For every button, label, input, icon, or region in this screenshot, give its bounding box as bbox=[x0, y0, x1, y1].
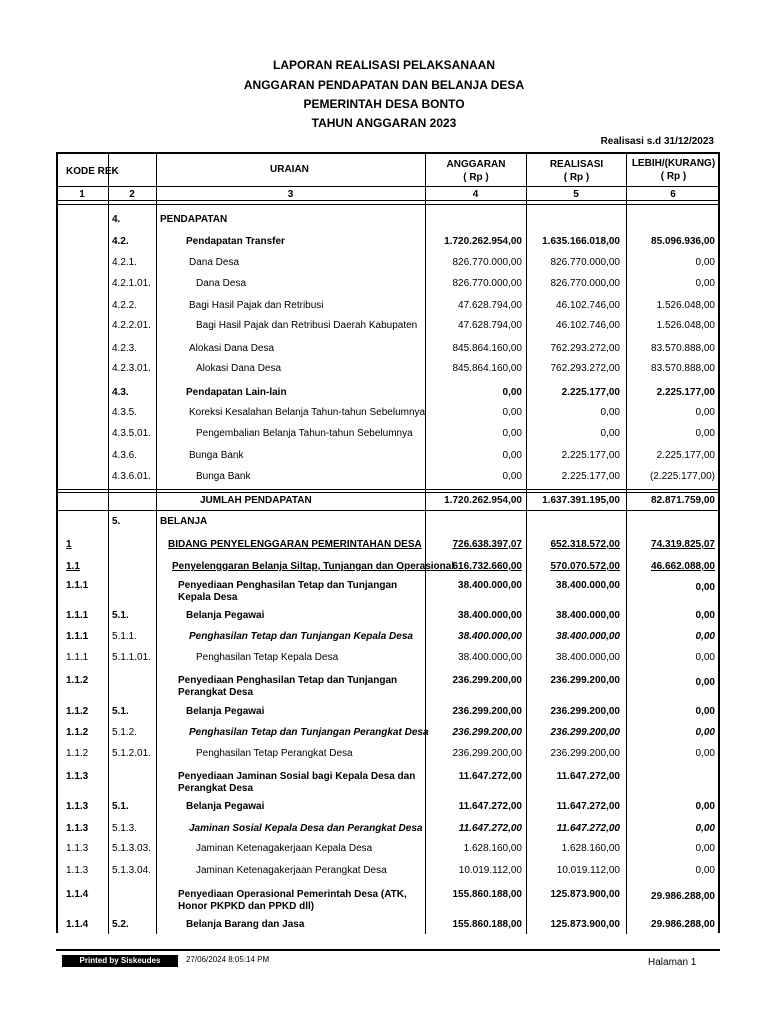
cell-kode-1: 1.1.2 bbox=[66, 675, 89, 686]
cell-uraian: Belanja Barang dan Jasa bbox=[186, 919, 305, 930]
cell-kode-1: 1.1.2 bbox=[66, 706, 89, 717]
cell-lebih: (2.225.177,00) bbox=[649, 471, 715, 482]
cell-uraian: Bagi Hasil Pajak dan Retribusi Daerah Kabupaten bbox=[196, 320, 418, 331]
cell-uraian: Pendapatan Transfer bbox=[186, 236, 285, 247]
cell-lebih: 83.570.888,00 bbox=[651, 343, 715, 354]
cell-realisasi: 762.293.272,00 bbox=[550, 343, 620, 354]
cell-realisasi: 11.647.272,00 bbox=[556, 823, 620, 834]
footer-divider bbox=[56, 949, 720, 951]
cell-kode-2: 5.1. bbox=[112, 801, 129, 812]
cell-uraian: BIDANG PENYELENGGARAN PEMERINTAHAN DESA bbox=[168, 539, 422, 550]
cell-anggaran: 236.299.200,00 bbox=[452, 748, 522, 759]
cell-realisasi: 236.299.200,00 bbox=[550, 675, 620, 686]
cell-kode-2: 5.2. bbox=[112, 919, 129, 930]
header-realisasi: REALISASI bbox=[549, 159, 604, 170]
cell-kode-1: 1.1.1 bbox=[66, 652, 89, 663]
cell-lebih: 0,00 bbox=[695, 677, 715, 688]
page-number: Halaman 1 bbox=[648, 957, 697, 968]
cell-kode-2: 4.2.1. bbox=[112, 257, 138, 268]
cell-realisasi: 38.400.000,00 bbox=[556, 580, 620, 591]
cell-anggaran: 236.299.200,00 bbox=[452, 706, 522, 717]
cell-anggaran: 38.400.000,00 bbox=[458, 610, 522, 621]
cell-kode-2: 4.3.5. bbox=[112, 407, 138, 418]
cell-lebih: 0,00 bbox=[695, 801, 715, 812]
cell-kode-1: 1.1.1 bbox=[66, 580, 89, 591]
cell-realisasi: 1.635.166.018,00 bbox=[542, 236, 620, 247]
cell-realisasi: 2.225.177,00 bbox=[561, 387, 620, 398]
cell-anggaran: 11.647.272,00 bbox=[458, 801, 522, 812]
header-anggaran-unit: ( Rp ) bbox=[463, 172, 489, 183]
cell-uraian: Alokasi Dana Desa bbox=[196, 363, 282, 374]
cell-kode-2: 5.1.2.01. bbox=[112, 748, 151, 759]
cell-uraian: Belanja Pegawai bbox=[186, 610, 265, 621]
cell-kode-2: 5.1. bbox=[112, 706, 129, 717]
cell-kode-2: 4.2.2.01. bbox=[112, 320, 151, 331]
cell-anggaran: 10.019.112,00 bbox=[458, 865, 522, 876]
cell-uraian: Penghasilan Tetap dan Tunjangan Perangkat Desa bbox=[189, 727, 429, 738]
header-realisasi-unit: ( Rp ) bbox=[563, 172, 590, 183]
column-number: 4 bbox=[472, 189, 479, 200]
cell-kode-1: 1.1.3 bbox=[66, 801, 89, 812]
cell-uraian: Penyediaan Penghasilan Tetap dan Tunjangan Kepala Desa bbox=[178, 580, 398, 603]
cell-uraian: Koreksi Kesalahan Belanja Tahun-tahun Sebelumnya bbox=[189, 407, 426, 418]
header-lebih-kurang-unit: ( Rp ) bbox=[660, 171, 687, 182]
cell-realisasi: 125.873.900,00 bbox=[550, 889, 620, 900]
cell-realisasi: 38.400.000,00 bbox=[556, 631, 620, 642]
cell-anggaran: 1.720.262.954,00 bbox=[444, 495, 522, 506]
cell-uraian: BELANJA bbox=[160, 516, 208, 527]
cell-kode-2: 4.2.1.01. bbox=[112, 278, 151, 289]
cell-uraian: Jaminan Sosial Kepala Desa dan Perangkat Desa bbox=[189, 823, 423, 834]
cell-kode-1: 1.1.3 bbox=[66, 843, 89, 854]
cell-uraian: Penyediaan Jaminan Sosial bagi Kepala Desa dan Perangkat Desa bbox=[178, 771, 416, 794]
cell-lebih: 0,00 bbox=[695, 582, 715, 593]
cell-kode-2: 4.2.2. bbox=[112, 300, 138, 311]
cell-lebih: 29.986.288,00 bbox=[651, 891, 715, 902]
cell-anggaran: 38.400.000,00 bbox=[458, 652, 522, 663]
cell-realisasi: 1.628.160,00 bbox=[561, 843, 620, 854]
cell-uraian: Penyelenggaran Belanja Siltap, Tunjangan dan Operasional bbox=[172, 561, 455, 572]
cell-anggaran: 0,00 bbox=[502, 428, 522, 439]
header-lebih-kurang: LEBIH/(KURANG) bbox=[631, 158, 716, 169]
cell-lebih: 0,00 bbox=[695, 631, 715, 642]
header-anggaran: ANGGARAN bbox=[446, 159, 506, 170]
cell-realisasi: 46.102.746,00 bbox=[556, 320, 620, 331]
cell-anggaran: 826.770.000,00 bbox=[452, 257, 522, 268]
printed-by-badge: Printed by Siskeudes bbox=[62, 955, 178, 967]
report-title-line-1: LAPORAN REALISASI PELAKSANAAN bbox=[272, 58, 495, 72]
header-divider bbox=[56, 204, 720, 205]
cell-kode-1: 1.1.3 bbox=[66, 771, 89, 782]
cell-realisasi: 38.400.000,00 bbox=[556, 610, 620, 621]
cell-realisasi: 125.873.900,00 bbox=[550, 919, 620, 930]
cell-realisasi: 236.299.200,00 bbox=[550, 727, 620, 738]
cell-anggaran: 11.647.272,00 bbox=[458, 823, 522, 834]
cell-realisasi: 46.102.746,00 bbox=[556, 300, 620, 311]
cell-kode-1: 1.1 bbox=[66, 561, 80, 572]
cell-kode-2: 5.1.2. bbox=[112, 727, 138, 738]
cell-anggaran: 236.299.200,00 bbox=[452, 675, 522, 686]
report-title-line-3: PEMERINTAH DESA BONTO bbox=[303, 97, 465, 111]
cell-realisasi: 2.225.177,00 bbox=[561, 450, 620, 461]
total-divider bbox=[56, 492, 720, 493]
cell-uraian: Penyediaan Penghasilan Tetap dan Tunjangan Perangkat Desa bbox=[178, 675, 398, 698]
cell-anggaran: 11.647.272,00 bbox=[458, 771, 522, 782]
cell-anggaran: 155.860.188,00 bbox=[452, 919, 522, 930]
cell-kode-2: 4.3. bbox=[112, 387, 129, 398]
cell-anggaran: 0,00 bbox=[502, 471, 522, 482]
cell-kode-2: 5.1. bbox=[112, 610, 129, 621]
cell-realisasi: 1.637.391.195,00 bbox=[542, 495, 620, 506]
cell-kode-1: 1.1.1 bbox=[66, 610, 89, 621]
column-number: 5 bbox=[573, 189, 579, 200]
cell-realisasi: 236.299.200,00 bbox=[550, 748, 620, 759]
report-title-line-2: ANGGARAN PENDAPATAN DAN BELANJA DESA bbox=[243, 78, 525, 92]
cell-lebih: 0,00 bbox=[695, 706, 715, 717]
cell-anggaran: 1.628.160,00 bbox=[463, 843, 522, 854]
cell-kode-1: 1.1.1 bbox=[66, 631, 89, 642]
cell-kode-2: 5.1.3.03. bbox=[112, 843, 151, 854]
cell-anggaran: 845.864.160,00 bbox=[452, 343, 522, 354]
cell-anggaran: 0,00 bbox=[502, 407, 522, 418]
cell-kode-2: 5.1.1.01. bbox=[112, 652, 151, 663]
report-title-line-4: TAHUN ANGGARAN 2023 bbox=[311, 116, 457, 130]
cell-kode-1: 1 bbox=[66, 539, 72, 550]
as-of-date: Realisasi s.d 31/12/2023 bbox=[600, 136, 714, 147]
cell-lebih: 2.225.177,00 bbox=[656, 387, 715, 398]
cell-kode-1: 1.1.2 bbox=[66, 748, 89, 759]
cell-kode-2: 5.1.1. bbox=[112, 631, 138, 642]
cell-kode-1: 1.1.3 bbox=[66, 865, 89, 876]
cell-lebih: 74.319.825,07 bbox=[651, 539, 715, 550]
column-number: 2 bbox=[129, 189, 135, 200]
cell-uraian: Pendapatan Lain-lain bbox=[186, 387, 287, 398]
cell-kode-2: 5.1.3. bbox=[112, 823, 138, 834]
cell-realisasi: 570.070.572,00 bbox=[550, 561, 620, 572]
header-uraian: URAIAN bbox=[270, 164, 309, 175]
cell-anggaran: 845.864.160,00 bbox=[452, 363, 522, 374]
cell-lebih: 46.662.088,00 bbox=[651, 561, 715, 572]
cell-realisasi: 652.318.572,00 bbox=[550, 539, 620, 550]
cell-realisasi: 762.293.272,00 bbox=[550, 363, 620, 374]
cell-kode-2: 5.1.3.04. bbox=[112, 865, 151, 876]
cell-lebih: 0,00 bbox=[695, 610, 715, 621]
cell-realisasi: 10.019.112,00 bbox=[556, 865, 620, 876]
cell-kode-2: 4.3.6. bbox=[112, 450, 138, 461]
cell-anggaran: 616.732.660,00 bbox=[452, 561, 522, 572]
cell-lebih: 0,00 bbox=[695, 257, 715, 268]
cell-uraian: Alokasi Dana Desa bbox=[189, 343, 275, 354]
cell-realisasi: 0,00 bbox=[600, 407, 620, 418]
cell-lebih: 83.570.888,00 bbox=[651, 363, 715, 374]
cell-lebih: 1.526.048,00 bbox=[656, 320, 715, 331]
cell-anggaran: 38.400.000,00 bbox=[458, 631, 522, 642]
cell-anggaran: 1.720.262.954,00 bbox=[444, 236, 522, 247]
cell-kode-2: 5. bbox=[112, 516, 121, 527]
cell-kode-2: 4.2. bbox=[112, 236, 129, 247]
cell-anggaran: 236.299.200,00 bbox=[452, 727, 522, 738]
header-divider bbox=[56, 200, 720, 201]
cell-kode-1: 1.1.4 bbox=[66, 919, 89, 930]
cell-uraian: JUMLAH PENDAPATAN bbox=[200, 495, 312, 506]
cell-realisasi: 826.770.000,00 bbox=[550, 257, 620, 268]
cell-kode-2: 4.3.6.01. bbox=[112, 471, 151, 482]
cell-anggaran: 0,00 bbox=[502, 387, 522, 398]
cell-lebih: 0,00 bbox=[695, 843, 715, 854]
cell-uraian: Penyediaan Operasional Pemerintah Desa (ATK, Honor PKPKD dan PPKD dll) bbox=[178, 889, 407, 912]
cell-lebih: 0,00 bbox=[695, 748, 715, 759]
cell-kode-1: 1.1.2 bbox=[66, 727, 89, 738]
cell-uraian: Belanja Pegawai bbox=[186, 706, 265, 717]
cell-uraian: Penghasilan Tetap dan Tunjangan Kepala Desa bbox=[189, 631, 413, 642]
cell-lebih: 1.526.048,00 bbox=[656, 300, 715, 311]
cell-kode-2: 4.2.3.01. bbox=[112, 363, 151, 374]
cell-uraian: Jaminan Ketenagakerjaan Kepala Desa bbox=[196, 843, 373, 854]
cell-lebih: 85.096.936,00 bbox=[651, 236, 715, 247]
cell-realisasi: 11.647.272,00 bbox=[556, 801, 620, 812]
cell-lebih: 0,00 bbox=[695, 727, 715, 738]
cell-uraian: Bagi Hasil Pajak dan Retribusi bbox=[189, 300, 324, 311]
column-divider bbox=[156, 152, 157, 934]
cell-lebih: 0,00 bbox=[695, 865, 715, 876]
cell-lebih: 29.986.288,00 bbox=[651, 919, 715, 930]
cell-anggaran: 38.400.000,00 bbox=[458, 580, 522, 591]
cell-uraian: Jaminan Ketenagakerjaan Perangkat Desa bbox=[196, 865, 387, 876]
cell-uraian: Belanja Pegawai bbox=[186, 801, 265, 812]
cell-kode-2: 4. bbox=[112, 214, 121, 225]
cell-kode-2: 4.2.3. bbox=[112, 343, 138, 354]
cell-lebih: 0,00 bbox=[695, 652, 715, 663]
column-number: 1 bbox=[79, 189, 85, 200]
cell-realisasi: 38.400.000,00 bbox=[556, 652, 620, 663]
cell-kode-1: 1.1.4 bbox=[66, 889, 89, 900]
cell-realisasi: 11.647.272,00 bbox=[556, 771, 620, 782]
cell-kode-1: 1.1.3 bbox=[66, 823, 89, 834]
cell-uraian: Penghasilan Tetap Kepala Desa bbox=[196, 652, 339, 663]
cell-lebih: 0,00 bbox=[695, 278, 715, 289]
column-number: 6 bbox=[670, 189, 676, 200]
cell-anggaran: 47.628.794,00 bbox=[458, 300, 522, 311]
cell-uraian: Bunga Bank bbox=[189, 450, 244, 461]
cell-uraian: Bunga Bank bbox=[196, 471, 251, 482]
cell-lebih: 0,00 bbox=[695, 823, 715, 834]
print-timestamp: 27/06/2024 8:05:14 PM bbox=[186, 955, 270, 964]
cell-realisasi: 236.299.200,00 bbox=[550, 706, 620, 717]
header-divider bbox=[56, 186, 720, 187]
cell-uraian: Penghasilan Tetap Perangkat Desa bbox=[196, 748, 353, 759]
total-divider bbox=[56, 510, 720, 511]
cell-uraian: Pengembalian Belanja Tahun-tahun Sebelumnya bbox=[196, 428, 413, 439]
cell-anggaran: 47.628.794,00 bbox=[458, 320, 522, 331]
cell-anggaran: 726.638.397,07 bbox=[452, 539, 522, 550]
cell-anggaran: 826.770.000,00 bbox=[452, 278, 522, 289]
cell-lebih: 0,00 bbox=[695, 407, 715, 418]
cell-anggaran: 155.860.188,00 bbox=[452, 889, 522, 900]
column-number: 3 bbox=[287, 189, 294, 200]
cell-lebih: 0,00 bbox=[695, 428, 715, 439]
cell-realisasi: 826.770.000,00 bbox=[550, 278, 620, 289]
cell-lebih: 2.225.177,00 bbox=[656, 450, 715, 461]
cell-realisasi: 2.225.177,00 bbox=[561, 471, 620, 482]
cell-uraian: PENDAPATAN bbox=[160, 214, 228, 225]
cell-kode-2: 4.3.5.01. bbox=[112, 428, 151, 439]
cell-uraian: Dana Desa bbox=[196, 278, 247, 289]
cell-realisasi: 0,00 bbox=[600, 428, 620, 439]
header-kode-rek: KODE REK bbox=[66, 166, 119, 177]
cell-anggaran: 0,00 bbox=[502, 450, 522, 461]
cell-uraian: Dana Desa bbox=[189, 257, 240, 268]
total-divider bbox=[56, 489, 720, 490]
cell-lebih: 82.871.759,00 bbox=[651, 495, 715, 506]
